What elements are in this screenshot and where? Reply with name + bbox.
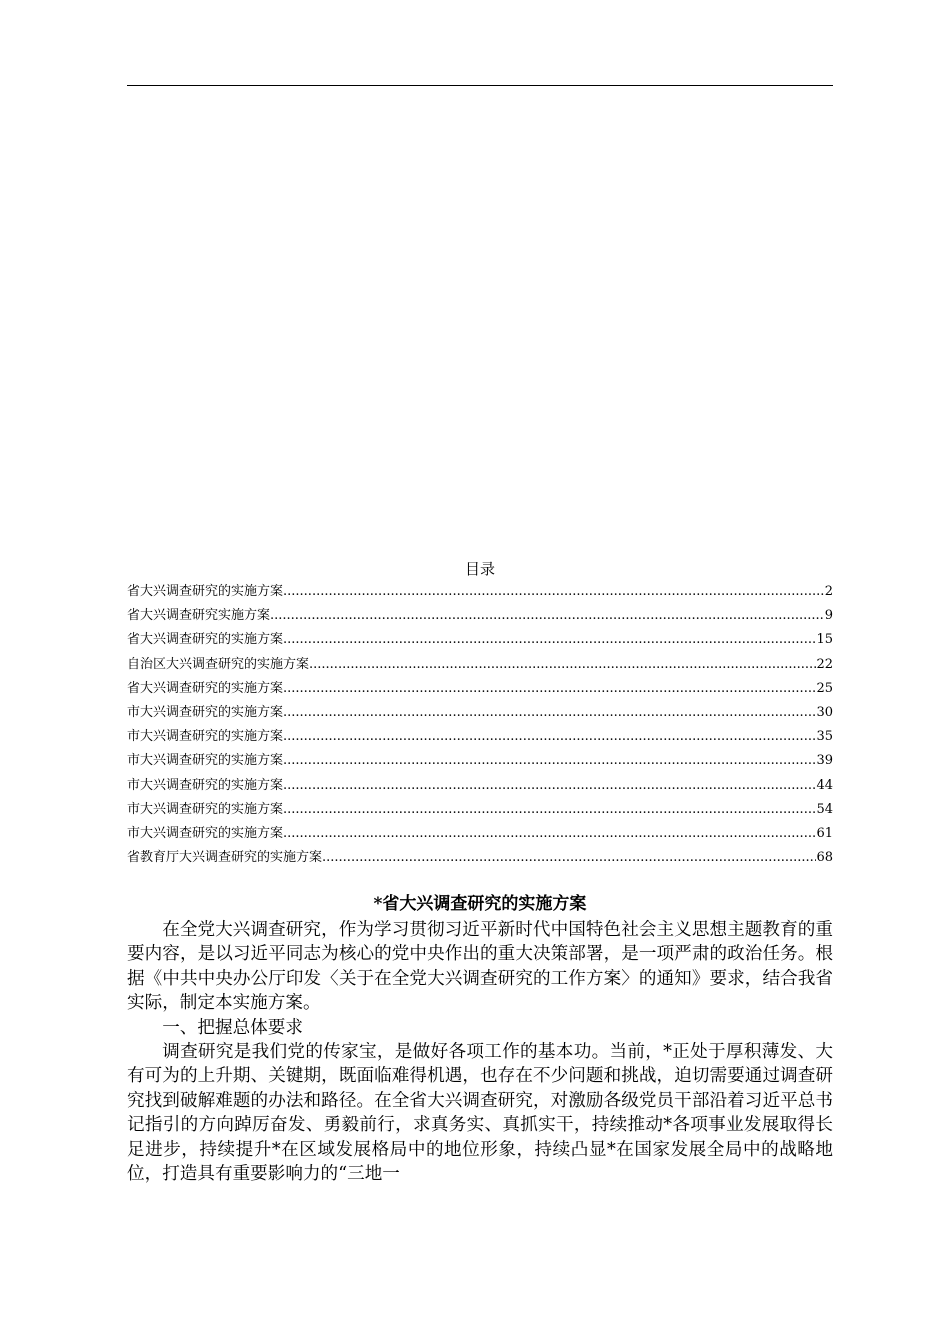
toc-entry[interactable]: [127, 822, 833, 846]
toc-entry-label: 市大兴调查研究的实施方案: [127, 801, 284, 817]
toc-entry-page: 25: [816, 680, 833, 696]
toc-entry-label: 市大兴调查研究的实施方案: [127, 729, 284, 745]
document-title: *省大兴调查研究的实施方案: [373, 894, 587, 914]
toc-entry[interactable]: [127, 701, 833, 725]
toc-entry[interactable]: [127, 604, 833, 628]
header-rule: [127, 85, 833, 86]
toc-entry[interactable]: [127, 653, 833, 677]
toc-leader: [270, 604, 825, 628]
toc-entry-label: 省大兴调查研究的实施方案: [127, 632, 284, 648]
toc-entry-label: 自治区大兴调查研究的实施方案: [127, 656, 310, 672]
toc-leader: [283, 677, 816, 701]
toc-entry-label: 省教育厅大兴调查研究的实施方案: [127, 850, 323, 866]
toc-entry[interactable]: [127, 580, 833, 604]
table-of-contents: [127, 558, 833, 870]
toc-title: 目录: [464, 560, 495, 578]
toc-leader: [283, 774, 816, 798]
toc-entry-label: 省大兴调查研究的实施方案: [127, 584, 284, 599]
toc-entry-page: 9: [824, 608, 833, 624]
toc-entry-page: 15: [816, 632, 833, 648]
toc-entry[interactable]: [127, 798, 833, 822]
toc-entry-label: 市大兴调查研究的实施方案: [127, 825, 284, 841]
toc-entry-page: 22: [816, 656, 833, 672]
toc-leader: [283, 749, 816, 773]
toc-entry-label: 省大兴调查研究的实施方案: [127, 680, 284, 696]
document-body: [127, 893, 833, 1186]
toc-entry-page: 54: [816, 801, 833, 817]
toc-entry-label: 市大兴调查研究的实施方案: [127, 753, 284, 769]
toc-entry-label: 市大兴调查研究的实施方案: [127, 704, 284, 720]
toc-entry-page: 30: [816, 704, 833, 720]
intro-paragraph: 在全党大兴调查研究，作为学习贯彻习近平新时代中国特色社会主义思想主题教育的重要内容，是以习近平同志为核心的党中央作出的重大决策部署，是一项严肃的政治任务。根据《中共中央办公厅印发〈关于在全党大兴调查研究的工作方案〉的通知》要求，结合我省实际，制定本实施方案。: [127, 920, 833, 1014]
body-paragraph: 调查研究是我们党的传家宝，是做好各项工作的基本功。当前，*正处于厚积薄发、大有可为的上升期、关键期，既面临难得机遇，也存在不少问题和挑战，迫切需要通过调查研究找到破解难题的办法和路径。在全省大兴调查研究，对激励各级党员干部沿着习近平总书记指引的方向踔厉奋发、勇毅前行，求真务实、真抓实干，持续推动*各项事业发展取得长足进步，持续提升*在区域发展格局中的地位形象，持续凸显*在国家发展全局中的战略地位，打造具有重要影响力的“三地一: [127, 1042, 833, 1185]
toc-entry[interactable]: [127, 628, 833, 652]
toc-leader: [283, 701, 816, 725]
toc-leader: [283, 798, 816, 822]
toc-entry[interactable]: [127, 749, 833, 773]
toc-entry-page: 44: [816, 777, 833, 793]
toc-entry-page: 2: [824, 584, 833, 599]
toc-leader: [283, 725, 816, 749]
section-heading: 一、把握总体要求: [162, 1017, 303, 1038]
toc-leader: [283, 580, 825, 604]
toc-entry[interactable]: [127, 677, 833, 701]
toc-entry-page: 39: [816, 753, 833, 769]
toc-entry[interactable]: [127, 774, 833, 798]
toc-list: [127, 580, 833, 870]
toc-leader: [322, 846, 816, 870]
toc-entry-label: 市大兴调查研究的实施方案: [127, 777, 284, 793]
toc-entry[interactable]: [127, 846, 833, 870]
toc-entry-label: 省大兴调查研究实施方案: [127, 608, 271, 624]
toc-leader: [283, 628, 816, 652]
toc-entry-page: 61: [816, 825, 833, 841]
toc-leader: [283, 822, 816, 846]
toc-entry-page: 68: [816, 850, 833, 866]
toc-leader: [309, 653, 816, 677]
toc-entry-page: 35: [816, 729, 833, 745]
toc-entry[interactable]: [127, 725, 833, 749]
